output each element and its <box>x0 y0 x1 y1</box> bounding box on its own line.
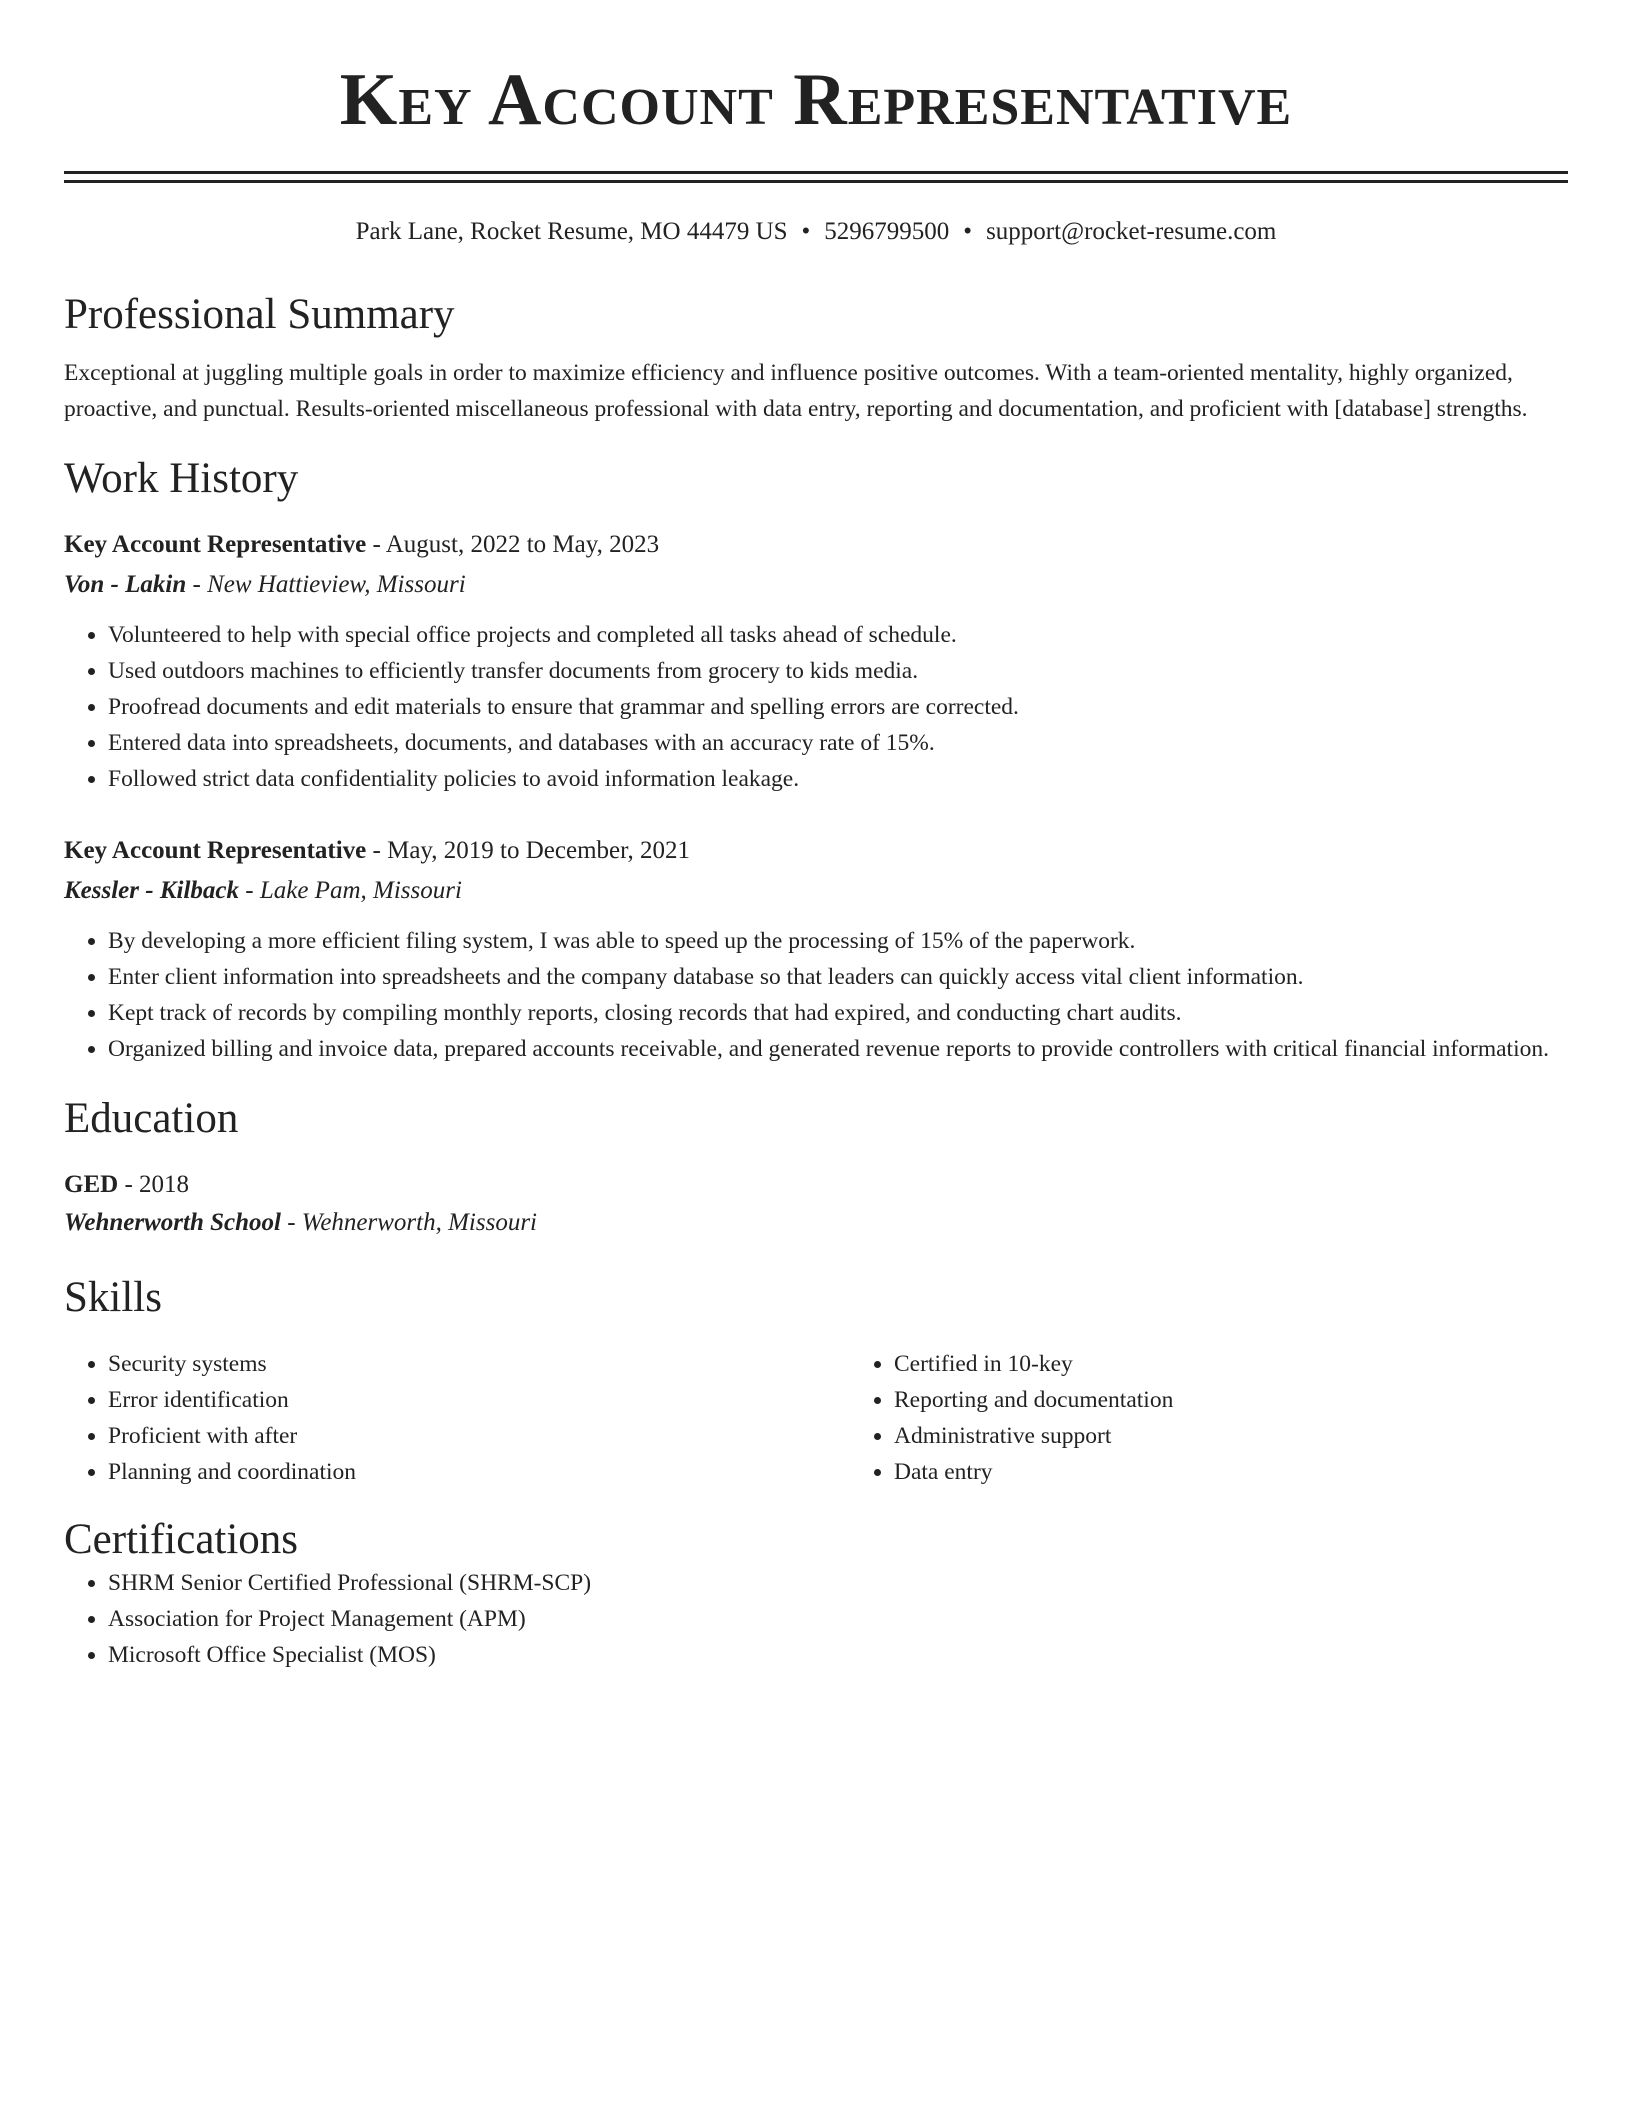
company-line <box>64 565 1568 605</box>
work-history-heading: Work History <box>64 454 299 502</box>
job-bullet: • Used outdoors machines to efficiently transfer documents from grocery to kids media. <box>108 653 1568 689</box>
company-location: - New Hattieview, Missouri <box>186 570 466 598</box>
skills-list-left <box>64 1346 850 1490</box>
job-dates: - May, 2019 to December, 2021 <box>366 836 690 864</box>
contact-address: Park Lane, Rocket Resume, MO 44479 US <box>355 218 788 246</box>
job-bullets <box>64 923 1568 1067</box>
skill-item: • Data entry <box>894 1454 1594 1490</box>
job-bullet: • Entered data into spreadsheets, documents, and databases with an accuracy rate of 15%. <box>108 725 1568 761</box>
job-bullet: • Enter client information into spreadsheets and the company database so that leaders can quickly access vital client information. <box>108 959 1568 995</box>
skills-grid <box>64 1346 1568 1490</box>
certification-item: • Microsoft Office Specialist (MOS) <box>108 1637 1568 1673</box>
job-bullet: • Followed strict data confidentiality policies to avoid information leakage. <box>108 761 1568 797</box>
job-entry <box>64 831 1568 1067</box>
contact-separator: • <box>801 218 811 246</box>
job-title-line <box>64 525 1568 565</box>
job-title: Key Account Representative <box>64 530 367 558</box>
title-divider-top <box>64 171 1568 174</box>
contact-phone: 5296799500 <box>824 218 950 246</box>
skill-item: • Reporting and documentation <box>894 1382 1594 1418</box>
summary-text: Exceptional at juggling multiple goals in order to maximize efficiency and influence positive outcomes. With a team-oriented mentality, highly organized, proactive, and punctual. Results-oriented miscellaneous professional with data entry, reporting and documentation, and proficient with [database] strengths. <box>64 359 1528 422</box>
certification-item: • Association for Project Management (APM) <box>108 1601 1568 1637</box>
job-bullet: • Volunteered to help with special office projects and completed all tasks ahead of schedule. <box>108 617 1568 653</box>
job-bullet: • Organized billing and invoice data, prepared accounts receivable, and generated revenue reports to provide controllers with critical financial information. <box>108 1031 1568 1067</box>
education-heading: Education <box>64 1094 239 1142</box>
summary-heading: Professional Summary <box>64 291 455 339</box>
education-degree: GED <box>64 1171 119 1199</box>
certification-item: • SHRM Senior Certified Professional (SHRM-SCP) <box>108 1565 1568 1601</box>
skill-item: • Administrative support <box>894 1418 1594 1454</box>
education-entry <box>64 1166 1568 1242</box>
certifications-heading: Certifications <box>64 1515 299 1563</box>
education-location: - Wehnerworth, Missouri <box>280 1209 537 1237</box>
job-title: Key Account Representative <box>64 836 367 864</box>
certifications-list <box>64 1565 1568 1673</box>
education-school: Wehnerworth School <box>64 1209 281 1237</box>
company-location: - Lake Pam, Missouri <box>239 876 462 904</box>
job-entry <box>64 525 1568 797</box>
education-degree-line <box>64 1166 1568 1204</box>
title-divider-bottom <box>64 180 1568 183</box>
skill-item: • Security systems <box>108 1346 850 1382</box>
company-line <box>64 871 1568 911</box>
skills-list-right <box>850 1346 1594 1490</box>
skills-heading: Skills <box>64 1274 162 1322</box>
skill-item: • Certified in 10-key <box>894 1346 1594 1382</box>
job-bullet: • By developing a more efficient filing system, I was able to speed up the processing of 15% of the paperwork. <box>108 923 1568 959</box>
company-name: Von - Lakin <box>64 570 187 598</box>
job-bullet: • Kept track of records by compiling monthly reports, closing records that had expired, and conducting chart audits. <box>108 995 1568 1031</box>
job-bullet: • Proofread documents and edit materials to ensure that grammar and spelling errors are corrected. <box>108 689 1568 725</box>
contact-email: support@rocket-resume.com <box>986 218 1277 246</box>
contact-separator: • <box>963 218 973 246</box>
company-name: Kessler - Kilback <box>64 876 239 904</box>
job-title-line <box>64 831 1568 871</box>
resume-title: Key Account Representative <box>339 59 1293 141</box>
education-school-line <box>64 1204 1568 1242</box>
contact-line <box>64 217 1568 247</box>
skill-item: • Proficient with after <box>108 1418 850 1454</box>
job-dates: - August, 2022 to May, 2023 <box>366 530 660 558</box>
skill-item: • Planning and coordination <box>108 1454 850 1490</box>
education-year: - 2018 <box>118 1171 190 1199</box>
job-bullets <box>64 617 1568 797</box>
resume-page <box>64 0 1568 1673</box>
skill-item: • Error identification <box>108 1382 850 1418</box>
